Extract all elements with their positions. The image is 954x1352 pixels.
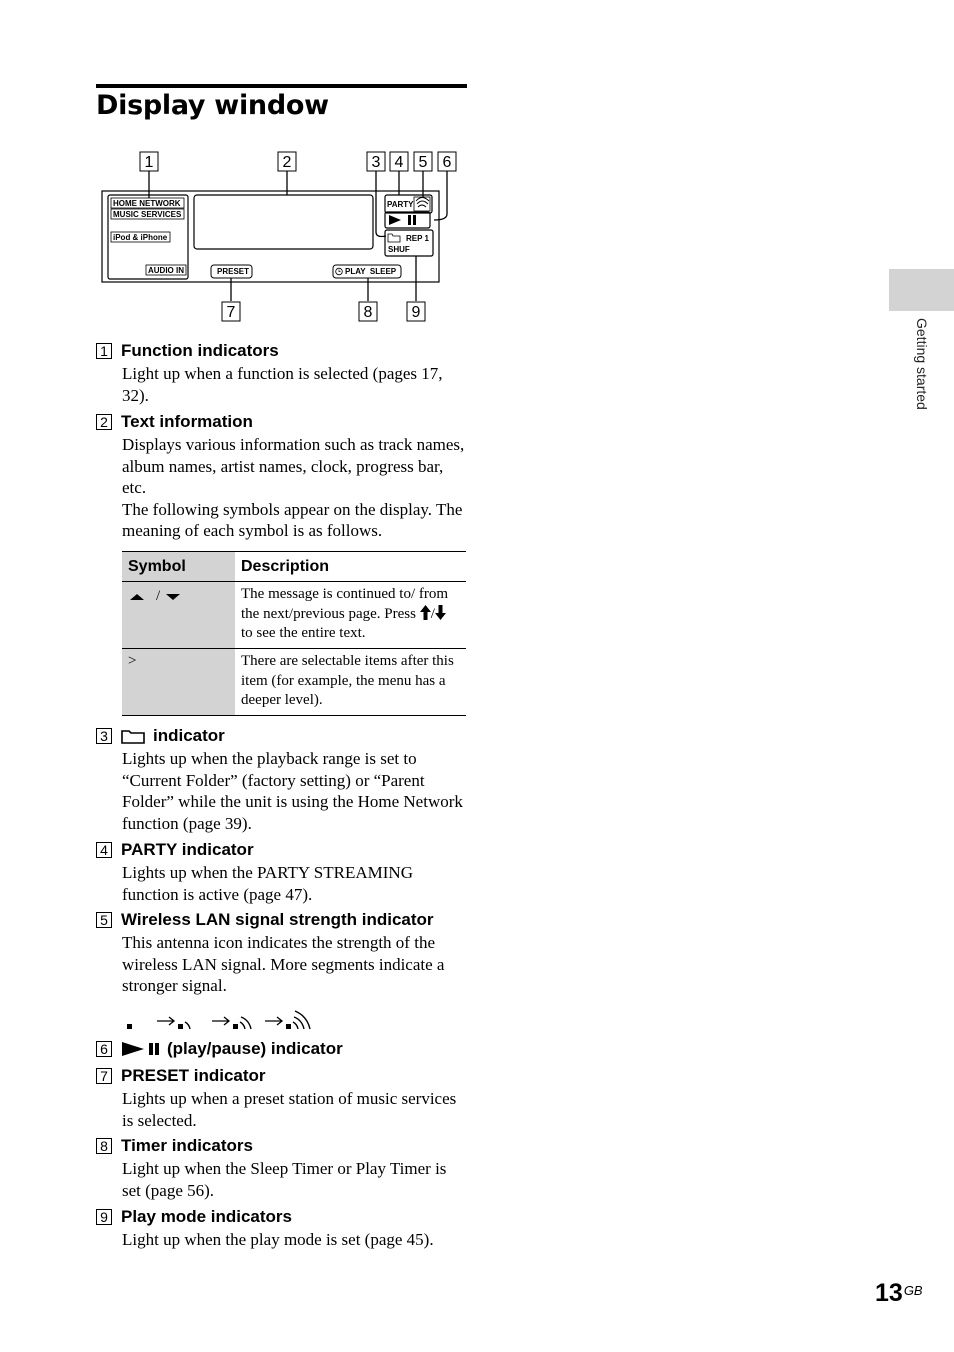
section-tab xyxy=(889,269,954,311)
svg-text:8: 8 xyxy=(363,304,373,321)
svg-text:1: 1 xyxy=(144,154,154,171)
svg-text:SHUF: SHUF xyxy=(388,245,410,254)
svg-text:AUDIO IN: AUDIO IN xyxy=(148,266,184,275)
svg-text:4: 4 xyxy=(394,154,404,171)
text-information-area xyxy=(194,195,373,249)
svg-text:PRESET: PRESET xyxy=(217,267,250,276)
item-heading: PARTY indicator xyxy=(121,840,254,859)
item-number: 9 xyxy=(96,1209,112,1225)
item-number: 3 xyxy=(96,728,112,744)
item-number: 6 xyxy=(96,1041,112,1057)
down-arrow-icon xyxy=(435,605,446,620)
item-heading: Text information xyxy=(121,412,253,431)
item-text-information xyxy=(96,412,468,542)
right-indicators xyxy=(385,195,433,256)
table-header-symbol: Symbol xyxy=(122,552,235,582)
item-body: Lights up when the playback range is set to “Current Folder” (factory setting) or “Parent Folder” while the unit is using the Home Network function (page 39). xyxy=(122,749,463,833)
section-tab-label: Getting started xyxy=(914,318,930,410)
svg-text:iPod & iPhone: iPod & iPhone xyxy=(113,233,168,242)
item-body: Light up when the Sleep Timer or Play Timer is set (page 56). xyxy=(122,1159,447,1200)
up-arrow-icon xyxy=(420,605,431,620)
callout-7 xyxy=(222,302,240,321)
svg-text:HOME NETWORK: HOME NETWORK xyxy=(113,199,181,208)
callout-8 xyxy=(359,302,377,321)
callout-4 xyxy=(390,152,408,171)
svg-text:9: 9 xyxy=(411,304,421,321)
table-row: / The message is continued to/ from the next/previous page. Press / to see the entire text. xyxy=(122,582,466,649)
page-number: $13^{GB}$ xyxy=(875,1279,923,1307)
item-number: 8 xyxy=(96,1138,112,1154)
svg-text:3: 3 xyxy=(371,154,381,171)
signal-strength-sequence-icon xyxy=(124,1008,324,1034)
function-indicators xyxy=(111,198,186,275)
item-timer-indicators xyxy=(96,1136,468,1201)
item-body: This antenna icon indicates the strength of the wireless LAN signal. More segments indicate a stronger signal. xyxy=(122,933,445,996)
item-play-pause-indicator xyxy=(96,1039,468,1059)
item-body-continued: The following symbols appear on the display. The meaning of each symbol is as follows. xyxy=(122,499,463,541)
item-party-indicator xyxy=(96,840,468,905)
callout-1 xyxy=(140,152,158,171)
svg-text:MUSIC SERVICES: MUSIC SERVICES xyxy=(113,210,182,219)
item-number: 5 xyxy=(96,912,112,928)
item-heading: Function indicators xyxy=(121,341,279,360)
svg-text:6: 6 xyxy=(442,154,452,171)
folder-icon xyxy=(121,728,145,744)
table-header-description: Description xyxy=(241,557,330,575)
item-play-mode-indicators xyxy=(96,1207,468,1251)
callout-6 xyxy=(438,152,456,171)
title-rule xyxy=(96,84,467,88)
callout-2 xyxy=(278,152,296,171)
table-cell-description: There are selectable items after this item (for example, the menu has a deeper level). xyxy=(241,653,454,708)
item-function-indicators xyxy=(96,341,468,406)
item-body: Lights up when the PARTY STREAMING function is active (page 47). xyxy=(122,863,413,904)
item-number: 4 xyxy=(96,842,112,858)
item-heading: Play mode indicators xyxy=(121,1207,292,1226)
item-heading: indicator xyxy=(153,726,225,745)
item-heading: PRESET indicator xyxy=(121,1066,266,1085)
item-body: Displays various information such as track names, album names, artist names, clock, progress bar, etc. xyxy=(122,435,465,498)
svg-text:2: 2 xyxy=(282,154,292,171)
callout-9 xyxy=(407,302,425,321)
item-heading: Timer indicators xyxy=(121,1136,253,1155)
svg-text:7: 7 xyxy=(226,304,236,321)
item-number: 7 xyxy=(96,1068,112,1084)
item-heading: Wireless LAN signal strength indicator xyxy=(121,910,434,929)
table-cell-symbol: > xyxy=(122,649,235,716)
table-row xyxy=(122,649,466,716)
item-heading: (play/pause) indicator xyxy=(167,1039,343,1058)
page-title: Display window xyxy=(96,90,329,121)
item-preset-indicator xyxy=(96,1066,468,1131)
svg-text:PARTY: PARTY xyxy=(387,200,414,209)
item-number: 1 xyxy=(96,343,112,359)
svg-text:5: 5 xyxy=(418,154,428,171)
symbol-table xyxy=(122,551,466,716)
item-body: Lights up when a preset station of music services is selected. xyxy=(122,1089,457,1130)
callout-5 xyxy=(414,152,432,171)
table-cell-description: The message is continued to/ from the next/previous page. Press xyxy=(241,586,449,622)
svg-text:/: / xyxy=(156,587,161,603)
item-folder-indicator xyxy=(96,726,468,834)
item-body: Light up when a function is selected (pages 17, 32). xyxy=(122,364,443,405)
scroll-up-down-symbol-icon xyxy=(128,587,188,603)
item-number: 2 xyxy=(96,414,112,430)
play-pause-icon xyxy=(121,1041,161,1057)
item-body: Light up when the play mode is set (page 45). xyxy=(122,1230,434,1249)
display-diagram xyxy=(96,148,468,328)
svg-text:PLAY SLEEP: PLAY SLEEP xyxy=(345,267,397,276)
callout-3 xyxy=(367,152,385,171)
item-wireless-lan-indicator xyxy=(96,910,468,997)
svg-text:REP 1: REP 1 xyxy=(406,234,429,243)
